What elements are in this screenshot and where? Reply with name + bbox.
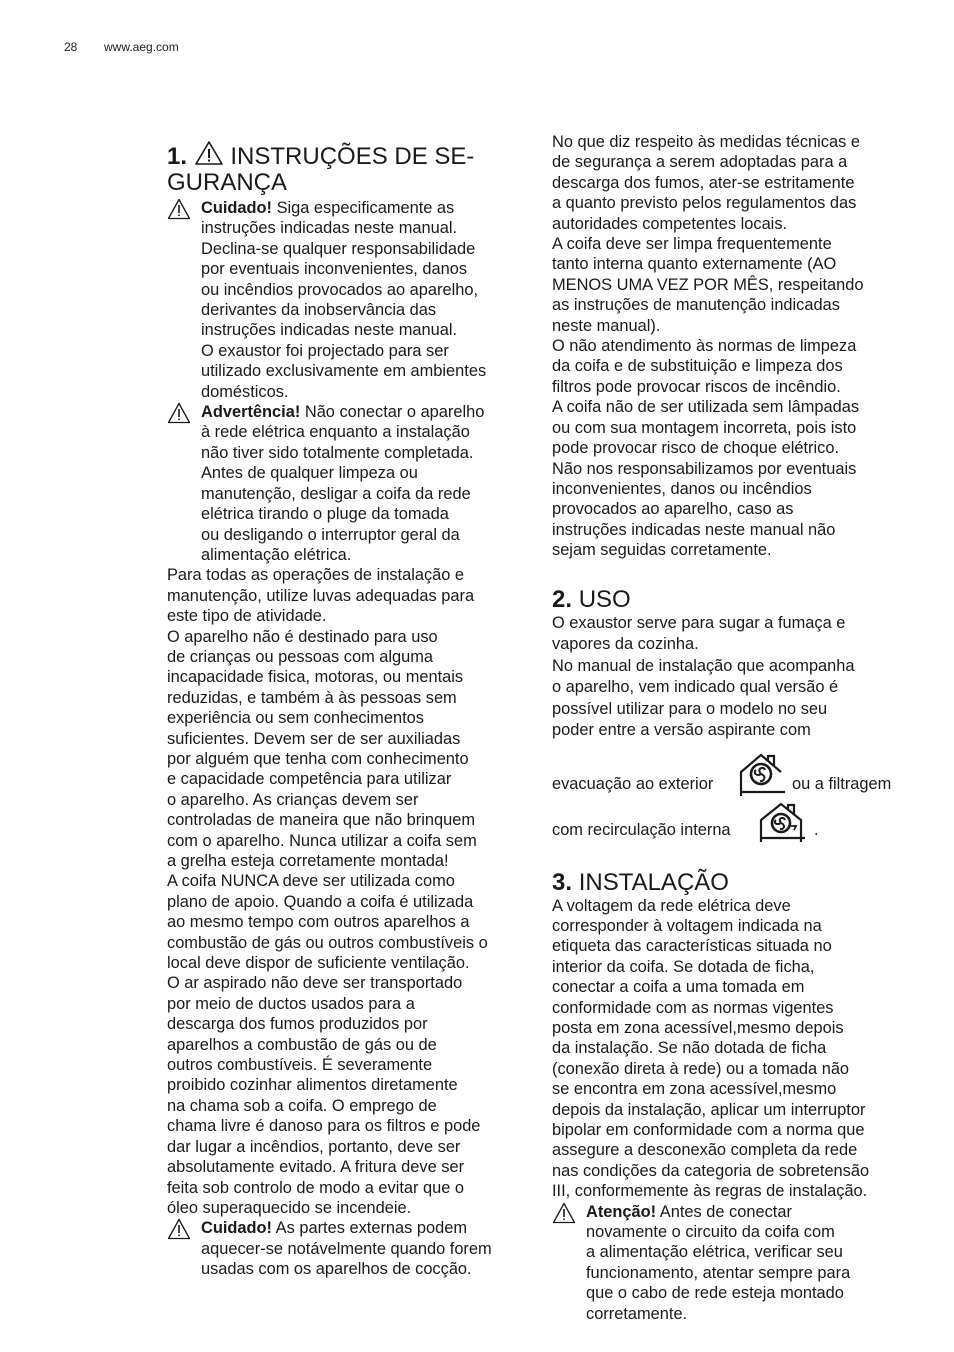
bold-label: 2. [552,585,573,613]
bold-label: 3. [552,868,573,896]
text-line: controladas de maneira que não brinquem [167,811,475,830]
warning-advertencia [167,402,529,565]
warn4-para [586,1202,914,1324]
text-line: por meio de ductos usados para a [167,994,415,1013]
text-line: etiqueta das características situada no [552,937,832,956]
text-line: depois da instalação, aplicar um interruptor [552,1100,866,1119]
text-line: o aparelho. As crianças devem ser [167,790,419,809]
text-line: neste manual). [552,316,661,335]
text-line: com o aparelho. Nunca utilizar a coifa sem [167,831,477,850]
text-line: novamente o circuito da coifa com [586,1223,835,1242]
text-line: sejam seguidas corretamente. [552,541,772,560]
text-line: Antes de conectar [659,1202,792,1221]
text-line: O não atendimento às normas de limpeza [552,337,857,356]
hood-exhaust-icon [738,752,788,798]
safety-body-text [167,565,529,1218]
warning-cuidado-1 [167,198,529,402]
text-line: elétrica tirando o pluge da tomada [201,505,449,524]
text-line: interior da coifa. Se dotada de ficha, [552,957,815,976]
exhaust-version-line: evacuação ao exterior ou a filtragem [552,752,914,798]
text-line: experiência ou sem conhecimentos [167,709,424,728]
text-line: incapacidade fisica, motoras, ou mentais [167,668,464,687]
text-line: à rede elétrica enquanto a instalação [201,423,470,442]
bold-label: Advertência! [201,403,301,422]
text-line: corresponder à voltagem indicada na [552,916,822,935]
text-line: possível utilizar para o modelo no seu [552,699,828,718]
text-line: tanto interna quanto externamente (AO [552,255,837,274]
text-line: instruções indicadas neste manual não [552,520,836,539]
warning-triangle-icon [167,198,191,220]
regulations-text [552,132,914,561]
text-line: domésticos. [201,382,289,401]
text-line: O exaustor foi projectado para ser [201,341,449,360]
text-line: de segurança a serem adoptadas para a [552,153,848,172]
warning-triangle-icon [167,402,191,424]
text-line: descarga dos fumos, ater-se estritamente [552,173,855,192]
text-line: plano de apoio. Quando a coifa é utilizada [167,892,474,911]
text-line: poder entre a versão aspirante com [552,721,811,740]
section-2-heading [552,587,914,613]
text-line: absolutamente evitado. A fritura deve ser [167,1158,465,1177]
text-line: Siga especificamente as [276,199,455,217]
text-line: Para todas as operações de instalação e [167,566,465,585]
text-line: Declina-se qualquer responsabilidade [201,239,476,258]
warning-triangle-icon [552,1202,576,1224]
bold-label: 1. [167,143,188,170]
text-line: manutenção, desligar a coifa da rede [201,484,471,503]
text-line: e capacidade competência para utilizar [167,770,452,789]
text-line: III, conformemente às regras de instalação. [552,1182,868,1201]
text-line: (conexão direta à rede) ou a tomada não [552,1059,850,1078]
uso-text [552,613,914,742]
text-line: No manual de instalação que acompanha [552,656,855,675]
warning-cuidado-2 [167,1218,529,1279]
text-line: utilizado exclusivamente em ambientes [201,362,487,381]
text-line: provocados ao aparelho, caso as [552,500,794,519]
text-line: a alimentação elétrica, verificar seu [586,1243,843,1262]
text-line: alimentação elétrica. [201,545,352,564]
text-line: combustão de gás ou outros combustíveis o [167,933,488,952]
text-line: óleo superaquecido se incendeie. [167,1198,412,1217]
text-line: As partes externas podem [275,1219,467,1238]
warning-atencao [552,1202,914,1324]
installation-text [552,896,914,1202]
text-line: aparelhos a combustão de gás ou de [167,1035,437,1054]
page-number: 28 [64,40,78,54]
recirculation-version-line: com recirculação interna . [552,802,914,844]
bold-label: Cuidado! [201,199,273,217]
text-line: proibido cozinhar alimentos diretamente [167,1076,458,1095]
text-line: por alguém que tenha com conhecimento [167,749,469,768]
warn3-para [201,1218,529,1279]
text-line: aquecer-se notávelmente quando forem [201,1239,492,1258]
text-line: ou incêndios provocados ao aparelho, [201,280,479,299]
text-line: instruções indicadas neste manual. [201,219,458,238]
text-line: não tiver sido totalmente completada. [201,443,474,462]
text-line: ou desligando o interruptor geral da [201,525,460,544]
text-line: No que diz respeito às medidas técnicas e [552,133,860,151]
text-line: conformidade com as normas vigentes [552,998,834,1017]
text-line: o aparelho, vem indicado qual versão é [552,678,839,697]
text-line: dar lugar a incêndios, portanto, deve ser [167,1137,461,1156]
text-line: vapores da cozinha. [552,635,699,654]
text-line: descarga dos fumos produzidos por [167,1015,428,1034]
text-line: local deve dispor de suficiente ventilação. [167,954,470,973]
text-line: se encontra em zona acessível,mesmo [552,1080,837,1099]
section-1-heading: 1. INSTRUÇÕES DE SE- GURANÇA [167,140,529,196]
left-column [167,130,529,1280]
text-line: assegure a desconexão completa da rede [552,1141,858,1160]
text-line: filtros pode provocar riscos de incêndio. [552,377,841,396]
bold-label: Cuidado! [201,1219,273,1238]
text-line: nas condições da categoria de sobretensão [552,1161,870,1180]
text-line: funcionamento, atentar sempre para [586,1263,851,1282]
text-line: da instalação. Se não dotada de ficha [552,1039,827,1058]
text-line: Não conectar o aparelho [304,403,485,422]
text-line: pode provocar risco de choque elétrico. [552,439,840,458]
text-line: reduzidas, e também à às pessoas sem [167,688,457,707]
section-3-heading [552,870,914,896]
warn2-para [201,402,529,565]
text-line: USO [578,585,631,613]
text-line: O exaustor serve para sugar a fumaça e [552,613,846,632]
text-line: ao mesmo tempo com outros aparelhos a [167,913,470,932]
text-line: INSTALAÇÃO [578,868,729,896]
text-line: autoridades competentes locais. [552,214,788,233]
text-line: MENOS UMA VEZ POR MÊS, respeitando [552,275,864,294]
text-line: A coifa não de ser utilizada sem lâmpadas [552,398,860,417]
text-line: derivantes da inobservância das [201,301,437,320]
text-line: na chama sob a coifa. O emprego de [167,1096,437,1115]
text-line: inconvenientes, danos ou incêndios [552,479,812,498]
text-line: A coifa deve ser limpa frequentemente [552,235,832,254]
website-link[interactable]: www.aeg.com [104,40,179,54]
text-line: da coifa e de substituição e limpeza dos [552,357,843,376]
text-line: instruções indicadas neste manual. [201,321,458,340]
bold-label: Atenção! [586,1202,657,1221]
warn1-para [201,198,529,402]
text-line: A voltagem da rede elétrica deve [552,896,791,915]
text-line: a quanto previsto pelos regulamentos das [552,194,857,213]
warning-triangle-icon [167,1218,191,1240]
text-line: este tipo de atividade. [167,607,327,626]
text-line: outros combustíveis. É severamente [167,1056,433,1075]
text-line: usadas com os aparelhos de cocção. [201,1260,472,1279]
text-line: feita sob controlo de modo a evitar que o [167,1178,465,1197]
text-line: manutenção, utilize luvas adequadas para [167,586,475,605]
text-line: chama livre é danoso para os filtros e pode [167,1117,481,1136]
text-line: suficientes. Devem ser de ser auxiliadas [167,729,461,748]
text-line: corretamente. [586,1304,688,1323]
text-line: Não nos responsabilizamos por eventuais [552,459,857,478]
hood-recirculation-icon [758,802,808,844]
text-line: as instruções de manutenção indicadas [552,296,840,315]
text-line: por eventuais inconvenientes, danos [201,260,468,279]
text-line: O ar aspirado não deve ser transportado [167,974,463,993]
text-line: bipolar em conformidade com a norma que [552,1121,865,1139]
warning-triangle-icon [194,140,224,166]
text-line: posta em zona acessível,mesmo depois [552,1018,844,1037]
text-line: a grelha esteja corretamente montada! [167,852,449,870]
text-line: de crianças ou pessoas com alguma [167,647,434,666]
text-line: conectar a coifa a uma tomada em [552,978,805,997]
text-line: A coifa NUNCA deve ser utilizada como [167,872,455,891]
text-line: que o cabo de rede esteja montado [586,1284,844,1303]
right-column [552,132,914,1324]
text-line: ou com sua montagem incorreta, pois isto [552,418,857,437]
text-line: Antes de qualquer limpeza ou [201,464,418,483]
text-line: O aparelho não é destinado para uso [167,627,438,646]
